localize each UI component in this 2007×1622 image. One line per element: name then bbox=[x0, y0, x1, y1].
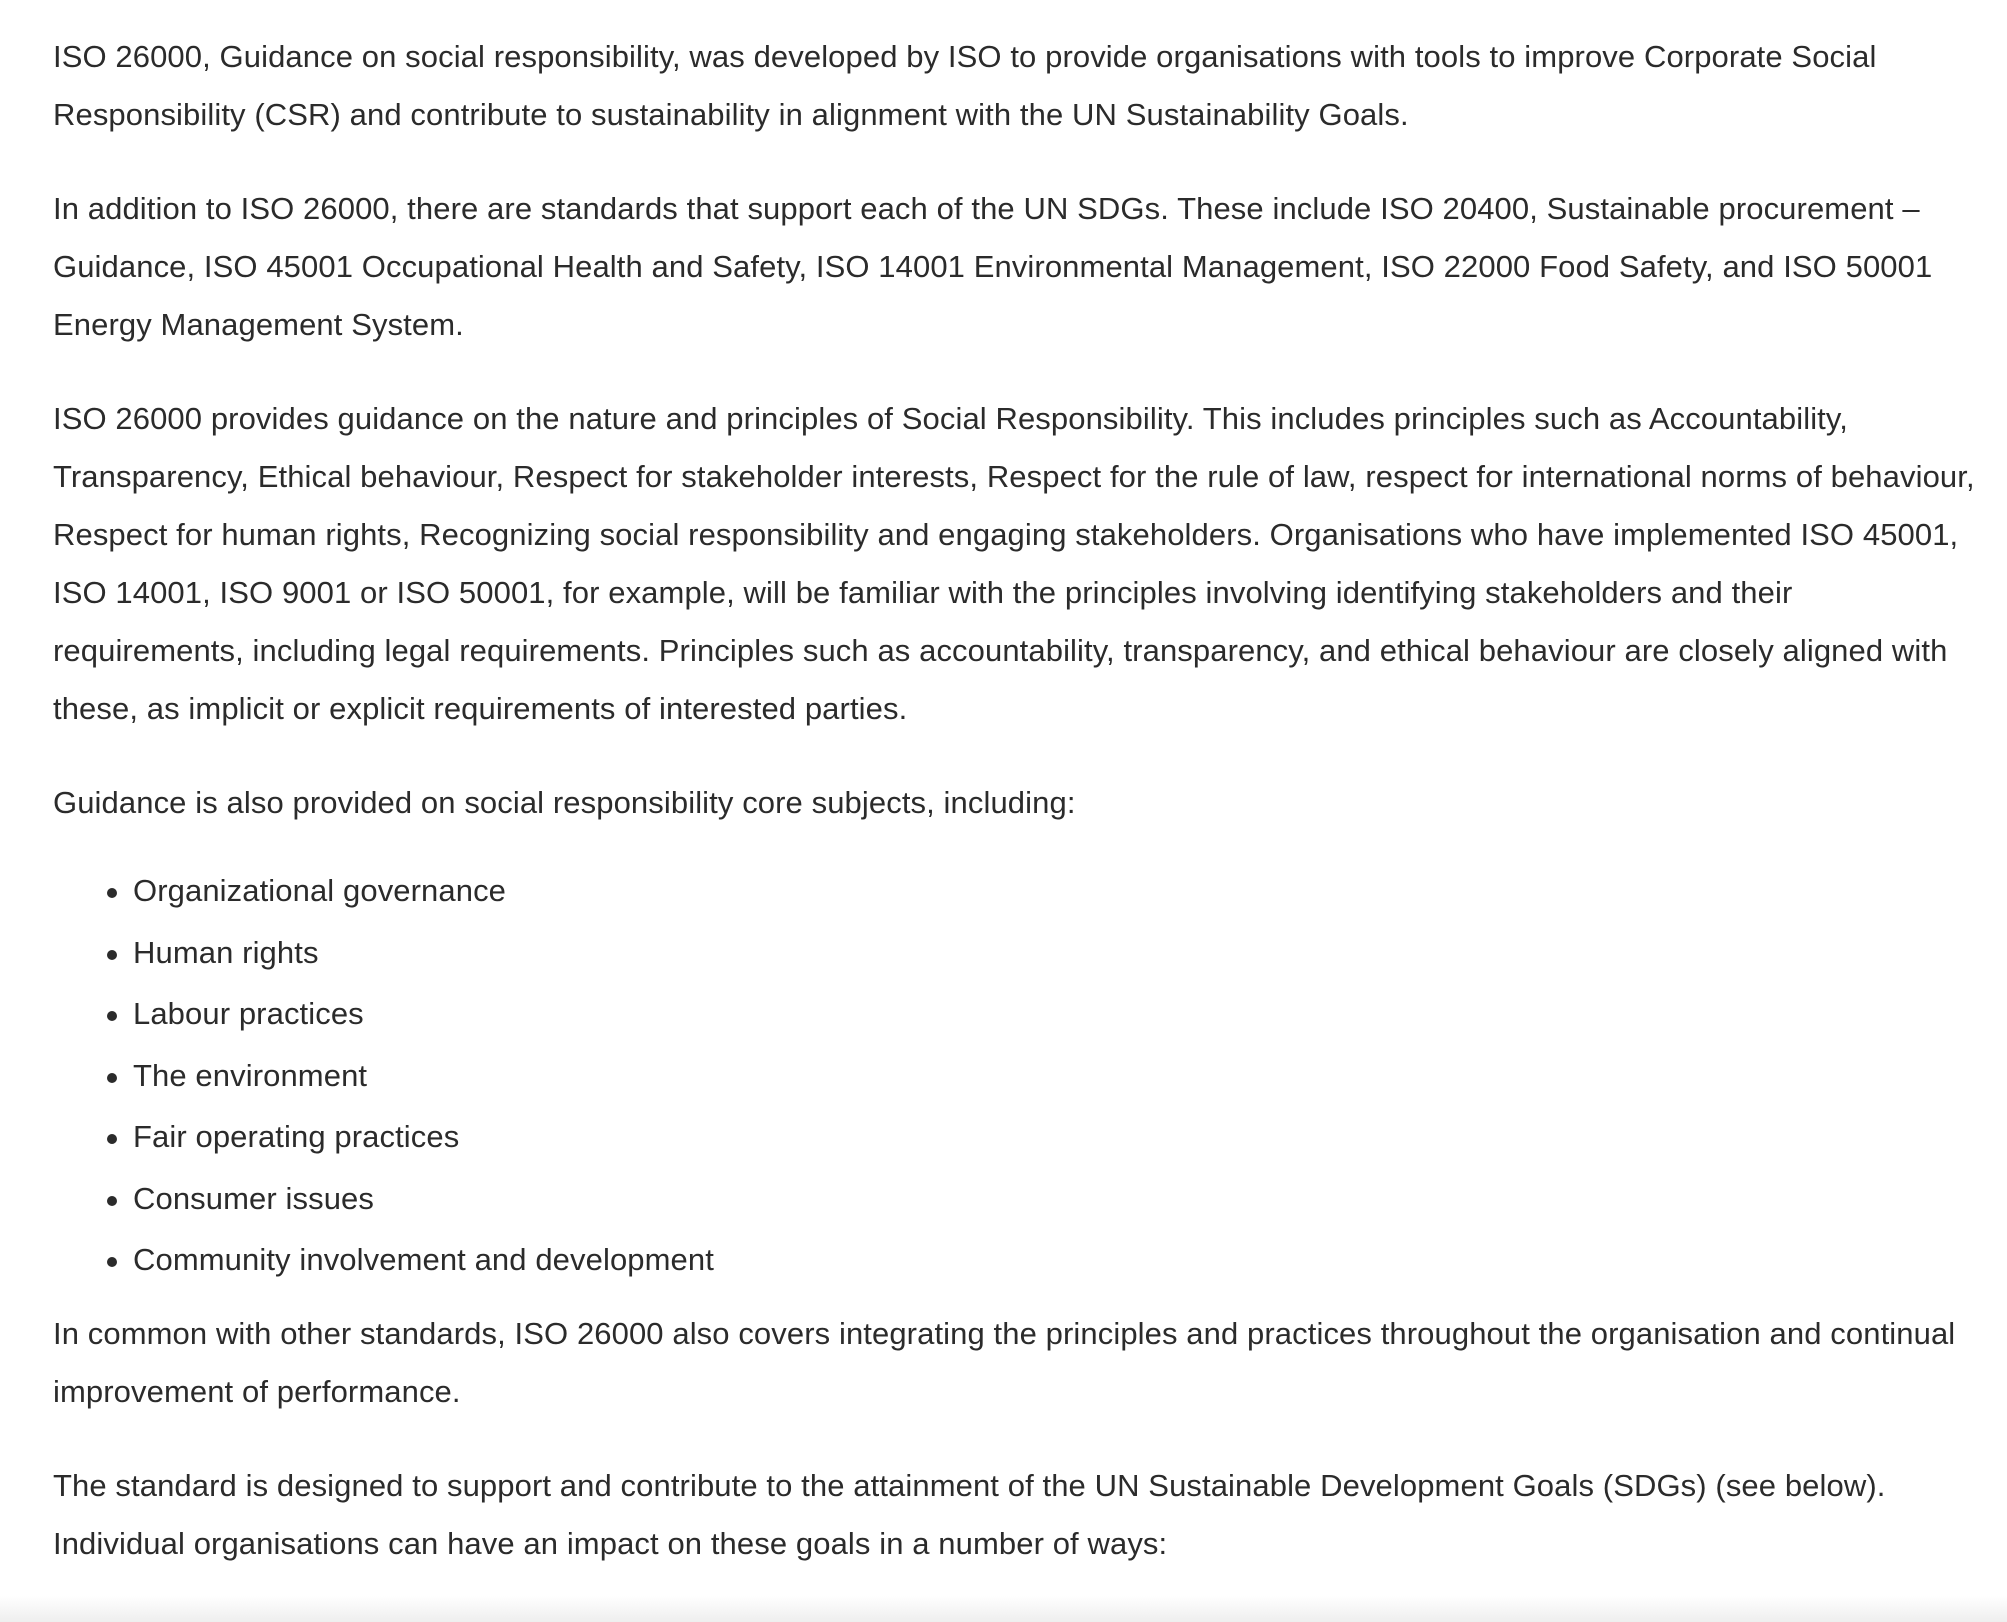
list-item-label: Fair operating practices bbox=[133, 1119, 460, 1154]
list-item bbox=[53, 1168, 1983, 1230]
list-item bbox=[53, 922, 1983, 984]
article-body bbox=[53, 28, 1983, 1609]
list-item-label: Labour practices bbox=[133, 996, 364, 1031]
bottom-scroll-fade bbox=[0, 1596, 2007, 1622]
sdg-paragraph: The standard is designed to support and contribute to the attainment of the UN Sustainable Development Goals (SDGs) (see below). Individual organisations can have an impact on these goals in a number of ways: bbox=[53, 1467, 1886, 1561]
bullet-icon bbox=[107, 1011, 117, 1021]
integration-paragraph: In common with other standards, ISO 26000 also covers integrating the principles and practices throughout the organisation and continual improvement of performance. bbox=[53, 1315, 1956, 1409]
list-item bbox=[53, 1045, 1983, 1107]
list-item-label: Human rights bbox=[133, 934, 319, 970]
list-item-label: Consumer issues bbox=[133, 1180, 374, 1216]
list-item bbox=[53, 1106, 1983, 1168]
bullet-icon bbox=[107, 950, 117, 960]
bullet-icon bbox=[107, 1073, 117, 1083]
list-item-label: The environment bbox=[133, 1057, 368, 1093]
list-item-label: Organizational governance bbox=[133, 873, 507, 908]
intro-paragraph: ISO 26000, Guidance on social responsibility, was developed by ISO to provide organisations with tools to improve Corporate Social Responsibility (CSR) and contribute to sustainability in alignment with the UN Sustainability Goals. bbox=[53, 39, 1877, 132]
bullet-icon bbox=[107, 1134, 117, 1144]
core-subjects-intro: Guidance is also provided on social responsibility core subjects, including: bbox=[53, 785, 1076, 820]
core-subjects-list bbox=[53, 860, 1983, 1291]
bullet-icon bbox=[107, 888, 117, 898]
list-item bbox=[53, 860, 1983, 922]
bullet-icon bbox=[107, 1257, 117, 1267]
related-standards-paragraph: In addition to ISO 26000, there are standards that support each of the UN SDGs. These include ISO 20400, Sustainable procurement – Guidance, ISO 45001 Occupational Health and Safety, ISO 14001 Environmental Management, ISO 22000 Food Safety, and ISO 50001 Energy Management System. bbox=[53, 191, 1933, 342]
principles-paragraph: ISO 26000 provides guidance on the nature and principles of Social Responsibility. This includes principles such as Accountability, Transparency, Ethical behaviour, Respect for stakeholder interests, Respect for the rule of law, respect for international norms of behaviour, Respect for human rights, Recognizing social responsibility and engaging stakeholders. Organisations who have implemented ISO 45001, ISO 14001, ISO 9001 or ISO 50001, for example, will be familiar with the principles involving identifying stakeholders and their requirements, including legal requirements. Principles such as accountability, transparency, and ethical behaviour are closely aligned with these, as implicit or explicit requirements of interested parties. bbox=[53, 401, 1975, 726]
bullet-icon bbox=[107, 1196, 117, 1206]
list-item-label: Community involvement and development bbox=[133, 1242, 714, 1277]
list-item bbox=[53, 983, 1983, 1045]
list-item bbox=[53, 1229, 1983, 1291]
